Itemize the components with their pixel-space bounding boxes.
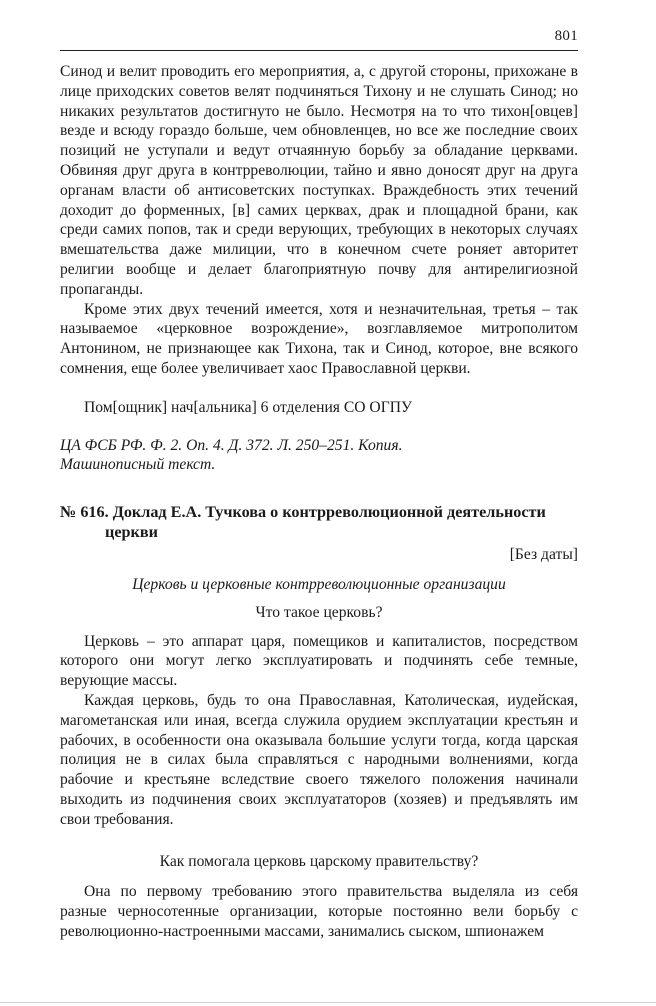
body-paragraph-3: Она по первому требованию этого правительства выделяла из себя разные черносотенные организации, которые постоянно вели борьбу с революционно-настроенными массами, занимались сыском, шпионажем bbox=[60, 883, 578, 940]
subheading-what-is-church: Что такое церковь? bbox=[255, 603, 383, 621]
document-date: [Без даты] bbox=[509, 546, 578, 564]
third-current-paragraph: Кроме этих двух течений имеется, хотя и незначительная, третья – так называемое «церковное возрождение», возглавляемое митрополитом Антонином, не признающее как Тихона, так и Синод, которое, вне всякого сомнения, еще более увеличивает хаос Православной церкви. bbox=[60, 300, 578, 377]
archive-reference bbox=[60, 436, 578, 476]
header-rule bbox=[60, 50, 578, 51]
document-heading: № 616. Доклад Е.А. Тучкова о контрреволюционной деятельности церкви bbox=[60, 503, 546, 542]
section-title: Церковь и церковные контрреволюционные организации bbox=[132, 575, 506, 593]
subheading-how-church-helped: Как помогала церковь царскому правительству? bbox=[159, 852, 479, 870]
archive-note: Машинописный текст. bbox=[60, 456, 216, 474]
page-content bbox=[60, 62, 578, 942]
signature-line: Пом[ощник] нач[альника] 6 отделения СО ОГПУ bbox=[84, 398, 413, 416]
body-paragraph-1: Церковь – это аппарат царя, помещиков и капиталистов, посредством которого они могут легко эксплуатировать и подчинять себе темные, верующие массы. bbox=[60, 632, 578, 690]
continuation-paragraph: Синод и велит проводить его мероприятия, а, с другой стороны, прихожане в лице приходских советов велят подчиняться Тихону и не слушать Синод; но никаких результатов достигнуто не было. Несмотря на то что тихон[овцев] везде и всюду гораздо больше, чем обновленцев, но все же последние своих позиций не уступали и ведут отчаянную борьбу за обладание церквами. Обвиняя друг друга в контрреволюции, тайно и явно доносят друг на друга органам власти об антисоветских поступках. Враждебность этих течений доходит до форменных, [в] самих церквах, драк и площадной брани, как среди самих попов, так и среди верующих, требующих в некоторых случаях вмешательства даже милиции, что в конечном счете роняет авторитет религии вообще и делает благоприятную почву для антирелигиозной пропаганды. bbox=[60, 63, 578, 298]
archive-citation: ЦА ФСБ РФ. Ф. 2. Оп. 4. Д. 372. Л. 250–251. Копия. bbox=[60, 436, 403, 454]
body-paragraph-2: Каждая церковь, будь то она Православная, Католическая, иудейская, магометанская или иная, всегда служила орудием эксплуатации крестьян и рабочих, в особенности она оказывала большие услуги тогда, когда царская полиция не в силах была справляться с народными волнениями, когда рабочие и крестьяне вследствие своего тяжелого положения начинали выходить из подчинения своих эксплуататоров (хозяев) и предъявлять им свои требования. bbox=[60, 691, 578, 828]
page-number: 801 bbox=[554, 28, 578, 44]
scan-edge-rule bbox=[0, 1002, 656, 1003]
